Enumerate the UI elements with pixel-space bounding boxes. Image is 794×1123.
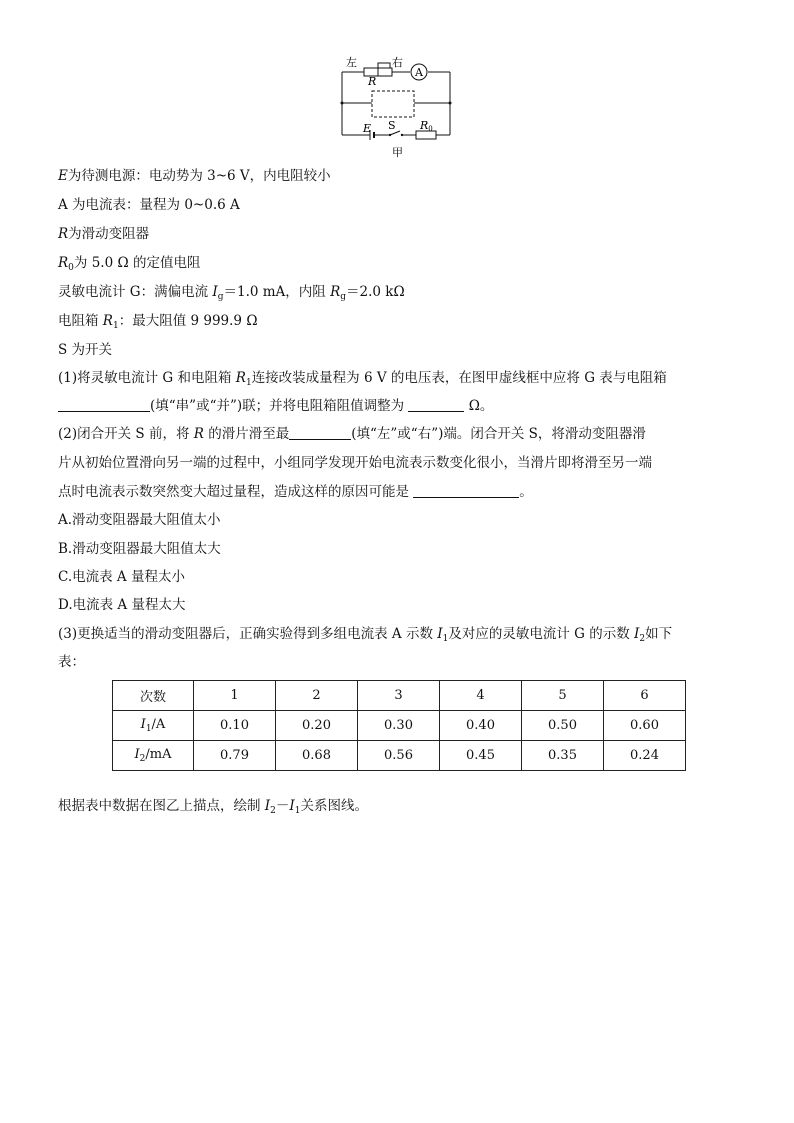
equipment-R0: $R_0$为 5.0 Ω 的定值电阻: [58, 255, 201, 273]
q1-blank-connection[interactable]: [58, 397, 150, 412]
q2-option-b[interactable]: B.滑动变阻器最大阻值太大: [58, 541, 221, 557]
label-R: R: [368, 75, 377, 88]
q2-blank-reason[interactable]: [413, 483, 519, 498]
table-row-I2: [113, 741, 686, 771]
table-cell: 0.24: [604, 741, 686, 771]
equipment-S: S 为开关: [58, 342, 113, 358]
table-cell: 次数: [113, 681, 194, 711]
table-cell: 0.30: [358, 711, 440, 741]
q2-line2: 片从初始位置滑向另一端的过程中，小组同学发现开始电流表示数变化很小，当滑片即将滑至另一端: [58, 455, 652, 471]
label-E: E: [363, 122, 372, 135]
label-right: 右: [392, 56, 403, 69]
table-cell: 0.50: [522, 711, 604, 741]
label-S: S: [388, 119, 396, 132]
q2-line1: (2)闭合开关 S 前，将 R 的滑片滑至最 (填“左”或“右”)端。闭合开关 S，将滑动变阻器滑: [58, 426, 646, 442]
equipment-G: 灵敏电流计 G：满偏电流 $I_g=1.0$ mA，内阻 $R_g=2.0$ kΩ: [58, 284, 405, 302]
table-cell: 0.79: [194, 741, 276, 771]
table-cell: 6: [604, 681, 686, 711]
table-cell: 0.56: [358, 741, 440, 771]
figure-caption: 甲: [392, 146, 403, 159]
table-cell: 0.40: [440, 711, 522, 741]
table-row-header: [113, 681, 686, 711]
equipment-R1: 电阻箱 $R_1$：最大阻值 9 999.9 Ω: [58, 313, 258, 331]
q3-line1: (3)更换适当的滑动变阻器后，正确实验得到多组电流表 A 示数 $I_1$及对应的灵敏电流计 G 的示数 $I_2$如下: [58, 626, 673, 644]
q2-option-a[interactable]: A.滑动变阻器最大阻值太小: [58, 512, 221, 528]
q1-blank-resistance[interactable]: [408, 397, 464, 412]
q3-line2: 表：: [58, 654, 85, 670]
table-cell: $I_2/mA$: [113, 741, 194, 771]
data-table: [112, 680, 686, 771]
circuit-diagram: [330, 55, 460, 160]
q2-blank-end[interactable]: [289, 425, 351, 440]
table-cell: 0.20: [276, 711, 358, 741]
equipment-R: R为滑动变阻器: [58, 226, 150, 242]
table-cell: 0.10: [194, 711, 276, 741]
label-A: A: [415, 66, 423, 79]
table-row-I1: [113, 711, 686, 741]
table-cell: 1: [194, 681, 276, 711]
q2-option-d[interactable]: D.电流表 A 量程太大: [58, 597, 186, 613]
label-R0: R0: [420, 119, 433, 133]
table-cell: 4: [440, 681, 522, 711]
q2-line3: 点时电流表示数突然变大超过量程，造成这样的原因可能是 。: [58, 484, 533, 500]
table-cell: 0.35: [522, 741, 604, 771]
equipment-A: A 为电流表：量程为 0~0.6 A: [58, 197, 240, 213]
table-cell: 0.60: [604, 711, 686, 741]
table-cell: 3: [358, 681, 440, 711]
label-left: 左: [346, 56, 357, 69]
equipment-E: E为待测电源：电动势为 3~6 V，内电阻较小: [58, 168, 331, 184]
table-cell: 0.68: [276, 741, 358, 771]
table-cell: 5: [522, 681, 604, 711]
table-cell: $I_1/A$: [113, 711, 194, 741]
q1-line1: (1)将灵敏电流计 G 和电阻箱 $R_1$连接改装成量程为 6 V 的电压表，在图甲虚线框中应将 G 表与电阻箱: [58, 370, 667, 388]
q1-line2: (填“串”或“并”)联；并将电阻箱阻值调整为 Ω。: [58, 396, 493, 416]
table-cell: 2: [276, 681, 358, 711]
q3-final-instruction: 根据表中数据在图乙上描点，绘制 $I_2-I_1$关系图线。: [58, 798, 368, 816]
table-cell: 0.45: [440, 741, 522, 771]
q2-option-c[interactable]: C.电流表 A 量程太小: [58, 569, 185, 585]
